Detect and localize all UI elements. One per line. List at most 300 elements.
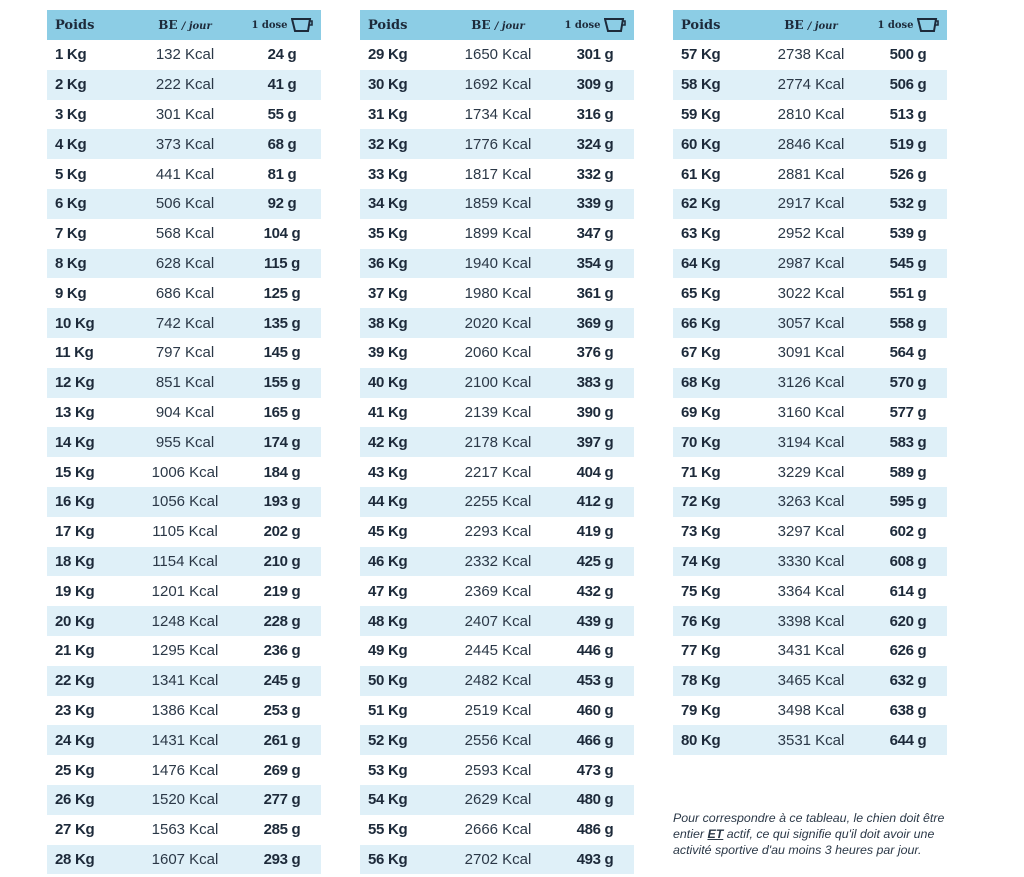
feeding-table-1	[47, 10, 321, 874]
dose-cell: 432 g	[576, 582, 614, 600]
kcal-cell: 1006 Kcal	[151, 463, 219, 481]
header-be-unit: / jour	[494, 21, 525, 32]
kcal-cell: 2629 Kcal	[464, 791, 532, 809]
weight-cell: 48 Kg	[368, 612, 408, 630]
table-header	[673, 10, 947, 40]
table-row	[673, 189, 947, 219]
kcal-cell: 1248 Kcal	[151, 612, 219, 630]
table-row	[360, 487, 634, 517]
dose-cell: 632 g	[889, 672, 927, 690]
dose-cell: 269 g	[263, 761, 301, 779]
weight-cell: 45 Kg	[368, 523, 408, 541]
kcal-cell: 1154 Kcal	[152, 552, 218, 570]
weight-cell: 9 Kg	[55, 284, 87, 302]
kcal-cell: 742 Kcal	[155, 314, 215, 332]
kcal-cell: 3022 Kcal	[777, 284, 845, 302]
header-be-unit: / jour	[807, 21, 838, 32]
weight-cell: 11 Kg	[55, 344, 94, 362]
dose-cell: 626 g	[889, 642, 927, 660]
dose-cell: 104 g	[263, 225, 301, 243]
table-row	[360, 100, 634, 130]
table-row	[47, 457, 321, 487]
header-dose-label: 1 dose	[877, 19, 914, 31]
weight-cell: 33 Kg	[368, 165, 408, 183]
kcal-cell: 2407 Kcal	[464, 612, 532, 630]
table-row	[673, 696, 947, 726]
dose-cell: 285 g	[263, 821, 301, 839]
table-row	[47, 398, 321, 428]
kcal-cell: 441 Kcal	[155, 165, 215, 183]
dose-cell: 155 g	[263, 374, 301, 392]
weight-cell: 38 Kg	[368, 314, 408, 332]
weight-cell: 77 Kg	[681, 642, 721, 660]
dose-cell: 55 g	[267, 105, 297, 123]
weight-cell: 40 Kg	[368, 374, 408, 392]
table-row	[673, 666, 947, 696]
dose-cell: 473 g	[576, 761, 614, 779]
weight-cell: 19 Kg	[55, 582, 95, 600]
dose-cell: 539 g	[889, 225, 927, 243]
dose-cell: 92 g	[267, 195, 297, 213]
dose-cell: 115 g	[263, 254, 301, 272]
dose-cell: 608 g	[889, 552, 927, 570]
dose-cell: 376 g	[576, 344, 614, 362]
kcal-cell: 1607 Kcal	[151, 850, 219, 868]
dose-cell: 404 g	[576, 463, 614, 481]
dose-cell: 202 g	[263, 523, 301, 541]
kcal-cell: 2774 Kcal	[777, 76, 845, 94]
weight-cell: 36 Kg	[368, 254, 408, 272]
header-dose	[869, 17, 947, 33]
dose-cell: 309 g	[576, 76, 614, 94]
table-row	[47, 219, 321, 249]
dose-cell: 519 g	[889, 135, 927, 153]
dose-cell: 390 g	[576, 403, 614, 421]
dose-cell: 570 g	[889, 374, 927, 392]
kcal-cell: 955 Kcal	[155, 433, 215, 451]
dose-cell: 460 g	[576, 701, 614, 719]
weight-cell: 8 Kg	[55, 254, 87, 272]
kcal-cell: 2255 Kcal	[464, 493, 532, 511]
table-row	[673, 249, 947, 279]
dose-cell: 589 g	[889, 463, 927, 481]
dose-cell: 165 g	[263, 403, 301, 421]
dose-cell: 545 g	[889, 254, 927, 272]
table-row	[360, 845, 634, 875]
kcal-cell: 3465 Kcal	[777, 672, 845, 690]
table-row	[360, 725, 634, 755]
table-row	[360, 666, 634, 696]
kcal-cell: 3160 Kcal	[777, 403, 845, 421]
dose-cell: 602 g	[889, 523, 927, 541]
kcal-cell: 2666 Kcal	[464, 821, 532, 839]
weight-cell: 27 Kg	[55, 821, 95, 839]
dose-cell: 480 g	[576, 791, 614, 809]
kcal-cell: 3364 Kcal	[777, 582, 845, 600]
measuring-cup-icon	[291, 17, 313, 33]
table-row	[673, 338, 947, 368]
kcal-cell: 851 Kcal	[155, 374, 215, 392]
dose-cell: 513 g	[889, 105, 927, 123]
weight-cell: 21 Kg	[55, 642, 95, 660]
dose-cell: 41 g	[267, 76, 297, 94]
weight-cell: 35 Kg	[368, 225, 408, 243]
table-row	[673, 636, 947, 666]
weight-cell: 25 Kg	[55, 761, 95, 779]
weight-cell: 43 Kg	[368, 463, 408, 481]
table-row	[47, 696, 321, 726]
kcal-cell: 1899 Kcal	[464, 225, 532, 243]
weight-cell: 54 Kg	[368, 791, 408, 809]
weight-cell: 18 Kg	[55, 552, 95, 570]
header-dose-label: 1 dose	[251, 19, 288, 31]
weight-cell: 61 Kg	[681, 165, 721, 183]
header-be-label: BE	[471, 18, 491, 32]
dose-cell: 419 g	[576, 523, 614, 541]
table-row	[47, 189, 321, 219]
kcal-cell: 2810 Kcal	[777, 105, 845, 123]
dose-cell: 277 g	[263, 791, 301, 809]
header-dose	[556, 17, 634, 33]
weight-cell: 47 Kg	[368, 582, 408, 600]
table-row	[360, 398, 634, 428]
header-be	[127, 18, 243, 32]
dose-cell: 577 g	[889, 403, 927, 421]
kcal-cell: 2593 Kcal	[464, 761, 532, 779]
table-row	[673, 547, 947, 577]
kcal-cell: 2519 Kcal	[464, 701, 532, 719]
dose-cell: 558 g	[889, 314, 927, 332]
kcal-cell: 1341 Kcal	[151, 672, 219, 690]
table-row	[360, 785, 634, 815]
header-poids: Poids	[55, 17, 95, 33]
table-row	[360, 338, 634, 368]
dose-cell: 253 g	[263, 701, 301, 719]
kcal-cell: 1386 Kcal	[151, 701, 219, 719]
table-row	[47, 40, 321, 70]
table-row	[47, 338, 321, 368]
weight-cell: 70 Kg	[681, 433, 721, 451]
dose-cell: 354 g	[576, 254, 614, 272]
dose-cell: 526 g	[889, 165, 927, 183]
kcal-cell: 2846 Kcal	[777, 135, 845, 153]
kcal-cell: 132 Kcal	[155, 46, 215, 64]
table-row	[673, 427, 947, 457]
requirements-note	[673, 810, 958, 858]
weight-cell: 52 Kg	[368, 731, 408, 749]
dose-cell: 614 g	[889, 582, 927, 600]
table-row	[47, 129, 321, 159]
table-row	[47, 249, 321, 279]
table-row	[360, 517, 634, 547]
weight-cell: 78 Kg	[681, 672, 721, 690]
weight-cell: 16 Kg	[55, 493, 95, 511]
header-be-label: BE	[784, 18, 804, 32]
kcal-cell: 2178 Kcal	[464, 433, 532, 451]
table-row	[47, 636, 321, 666]
measuring-cup-icon	[917, 17, 939, 33]
weight-cell: 71 Kg	[681, 463, 721, 481]
weight-cell: 6 Kg	[55, 195, 87, 213]
dose-cell: 564 g	[889, 344, 927, 362]
weight-cell: 59 Kg	[681, 105, 721, 123]
dose-cell: 24 g	[267, 46, 297, 64]
weight-cell: 55 Kg	[368, 821, 408, 839]
kcal-cell: 3229 Kcal	[777, 463, 845, 481]
weight-cell: 67 Kg	[681, 344, 721, 362]
dose-cell: 595 g	[889, 493, 927, 511]
table-row	[47, 427, 321, 457]
weight-cell: 73 Kg	[681, 523, 721, 541]
weight-cell: 56 Kg	[368, 850, 408, 868]
kcal-cell: 2100 Kcal	[464, 374, 532, 392]
dose-cell: 466 g	[576, 731, 614, 749]
table-row	[360, 427, 634, 457]
table-row	[47, 70, 321, 100]
weight-cell: 12 Kg	[55, 374, 95, 392]
kcal-cell: 904 Kcal	[155, 403, 215, 421]
kcal-cell: 1980 Kcal	[464, 284, 532, 302]
table-row	[47, 755, 321, 785]
weight-cell: 51 Kg	[368, 701, 408, 719]
kcal-cell: 2702 Kcal	[464, 850, 532, 868]
table-row	[360, 547, 634, 577]
kcal-cell: 2738 Kcal	[777, 46, 845, 64]
dose-cell: 369 g	[576, 314, 614, 332]
weight-cell: 5 Kg	[55, 165, 87, 183]
table-row	[673, 457, 947, 487]
table-row	[360, 636, 634, 666]
weight-cell: 31 Kg	[368, 105, 408, 123]
dose-cell: 219 g	[263, 582, 301, 600]
table-row	[673, 219, 947, 249]
weight-cell: 20 Kg	[55, 612, 95, 630]
weight-cell: 10 Kg	[55, 314, 95, 332]
dose-cell: 324 g	[576, 135, 614, 153]
weight-cell: 23 Kg	[55, 701, 95, 719]
weight-cell: 30 Kg	[368, 76, 408, 94]
dose-cell: 493 g	[576, 850, 614, 868]
kcal-cell: 3297 Kcal	[777, 523, 845, 541]
dose-cell: 293 g	[263, 850, 301, 868]
note-text-after: actif, ce qui signifie qu'il doit avoir une activité sportive d'au moins 3 heures par jour.	[673, 827, 935, 857]
table-row	[47, 100, 321, 130]
weight-cell: 66 Kg	[681, 314, 721, 332]
kcal-cell: 3498 Kcal	[777, 701, 845, 719]
header-be-label: BE	[158, 18, 178, 32]
kcal-cell: 1776 Kcal	[464, 135, 532, 153]
dose-cell: 339 g	[576, 195, 614, 213]
table-row	[673, 159, 947, 189]
weight-cell: 29 Kg	[368, 46, 408, 64]
weight-cell: 2 Kg	[55, 76, 87, 94]
weight-cell: 62 Kg	[681, 195, 721, 213]
kcal-cell: 1476 Kcal	[151, 761, 219, 779]
table-row	[360, 696, 634, 726]
weight-cell: 1 Kg	[55, 46, 87, 64]
dose-cell: 397 g	[576, 433, 614, 451]
measuring-cup-icon	[604, 17, 626, 33]
dose-cell: 210 g	[263, 552, 301, 570]
weight-cell: 44 Kg	[368, 493, 408, 511]
table-row	[47, 815, 321, 845]
dose-cell: 439 g	[576, 612, 614, 630]
kcal-cell: 1817 Kcal	[464, 165, 532, 183]
table-row	[673, 398, 947, 428]
kcal-cell: 2332 Kcal	[464, 552, 532, 570]
kcal-cell: 1520 Kcal	[151, 791, 219, 809]
dose-cell: 383 g	[576, 374, 614, 392]
feeding-table-2	[360, 10, 634, 874]
weight-cell: 46 Kg	[368, 552, 408, 570]
weight-cell: 34 Kg	[368, 195, 408, 213]
kcal-cell: 1859 Kcal	[464, 195, 532, 213]
kcal-cell: 2482 Kcal	[464, 672, 532, 690]
kcal-cell: 2445 Kcal	[464, 642, 532, 660]
kcal-cell: 506 Kcal	[155, 195, 215, 213]
kcal-cell: 1563 Kcal	[151, 821, 219, 839]
table-row	[360, 129, 634, 159]
kcal-cell: 1650 Kcal	[464, 46, 532, 64]
table-row	[47, 845, 321, 875]
kcal-cell: 1295 Kcal	[151, 642, 219, 660]
table-row	[47, 517, 321, 547]
kcal-cell: 3194 Kcal	[777, 433, 845, 451]
weight-cell: 26 Kg	[55, 791, 95, 809]
dose-cell: 184 g	[263, 463, 301, 481]
dose-cell: 193 g	[263, 493, 301, 511]
kcal-cell: 2060 Kcal	[464, 344, 532, 362]
table-row	[47, 606, 321, 636]
weight-cell: 13 Kg	[55, 403, 95, 421]
weight-cell: 3 Kg	[55, 105, 87, 123]
kcal-cell: 373 Kcal	[155, 135, 215, 153]
dose-cell: 644 g	[889, 731, 927, 749]
table-row	[360, 249, 634, 279]
header-be-unit: / jour	[181, 21, 212, 32]
kcal-cell: 2293 Kcal	[464, 523, 532, 541]
header-poids: Poids	[368, 17, 408, 33]
table-row	[47, 785, 321, 815]
dose-cell: 583 g	[889, 433, 927, 451]
dose-cell: 412 g	[576, 493, 614, 511]
dose-cell: 446 g	[576, 642, 614, 660]
dose-cell: 68 g	[267, 135, 297, 153]
table-row	[360, 457, 634, 487]
dose-cell: 81 g	[267, 165, 297, 183]
dose-cell: 347 g	[576, 225, 614, 243]
table-row	[673, 368, 947, 398]
table-row	[673, 278, 947, 308]
table-row	[673, 308, 947, 338]
weight-cell: 32 Kg	[368, 135, 408, 153]
weight-cell: 69 Kg	[681, 403, 721, 421]
table-row	[47, 159, 321, 189]
kcal-cell: 222 Kcal	[155, 76, 215, 94]
kcal-cell: 1201 Kcal	[151, 582, 219, 600]
weight-cell: 37 Kg	[368, 284, 408, 302]
dose-cell: 551 g	[889, 284, 927, 302]
table-row	[360, 189, 634, 219]
dose-cell: 620 g	[889, 612, 927, 630]
kcal-cell: 1940 Kcal	[464, 254, 532, 272]
kcal-cell: 1056 Kcal	[151, 493, 219, 511]
kcal-cell: 2369 Kcal	[464, 582, 532, 600]
dose-cell: 506 g	[889, 76, 927, 94]
kcal-cell: 628 Kcal	[155, 254, 215, 272]
weight-cell: 76 Kg	[681, 612, 721, 630]
kcal-cell: 3431 Kcal	[777, 642, 845, 660]
table-header	[360, 10, 634, 40]
table-row	[360, 755, 634, 785]
weight-cell: 57 Kg	[681, 46, 721, 64]
table-row	[360, 40, 634, 70]
table-row	[47, 725, 321, 755]
header-poids: Poids	[681, 17, 721, 33]
table-row	[47, 576, 321, 606]
dose-cell: 361 g	[576, 284, 614, 302]
table-row	[360, 219, 634, 249]
weight-cell: 60 Kg	[681, 135, 721, 153]
dose-cell: 500 g	[889, 46, 927, 64]
weight-cell: 15 Kg	[55, 463, 95, 481]
weight-cell: 22 Kg	[55, 672, 95, 690]
table-row	[360, 278, 634, 308]
weight-cell: 75 Kg	[681, 582, 721, 600]
kcal-cell: 3398 Kcal	[777, 612, 845, 630]
dose-cell: 332 g	[576, 165, 614, 183]
weight-cell: 39 Kg	[368, 344, 408, 362]
kcal-cell: 3091 Kcal	[777, 344, 845, 362]
kcal-cell: 2556 Kcal	[464, 731, 532, 749]
kcal-cell: 2217 Kcal	[464, 463, 532, 481]
dose-cell: 228 g	[263, 612, 301, 630]
weight-cell: 42 Kg	[368, 433, 408, 451]
kcal-cell: 797 Kcal	[155, 344, 215, 362]
table-row	[47, 308, 321, 338]
weight-cell: 68 Kg	[681, 374, 721, 392]
table-row	[360, 308, 634, 338]
dose-cell: 532 g	[889, 195, 927, 213]
weight-cell: 80 Kg	[681, 731, 721, 749]
weight-cell: 4 Kg	[55, 135, 87, 153]
weight-cell: 65 Kg	[681, 284, 721, 302]
weight-cell: 58 Kg	[681, 76, 721, 94]
kcal-cell: 3531 Kcal	[777, 731, 845, 749]
kcal-cell: 1692 Kcal	[464, 76, 532, 94]
dose-cell: 425 g	[576, 552, 614, 570]
table-row	[360, 159, 634, 189]
kcal-cell: 3263 Kcal	[777, 493, 845, 511]
kcal-cell: 3057 Kcal	[777, 314, 845, 332]
weight-cell: 74 Kg	[681, 552, 721, 570]
table-row	[673, 70, 947, 100]
table-row	[673, 576, 947, 606]
weight-cell: 28 Kg	[55, 850, 95, 868]
table-row	[673, 725, 947, 755]
header-be	[440, 18, 556, 32]
table-row	[47, 666, 321, 696]
dose-cell: 135 g	[263, 314, 301, 332]
header-dose-label: 1 dose	[564, 19, 601, 31]
weight-cell: 17 Kg	[55, 523, 95, 541]
kcal-cell: 2987 Kcal	[777, 254, 845, 272]
weight-cell: 72 Kg	[681, 493, 721, 511]
kcal-cell: 2020 Kcal	[464, 314, 532, 332]
table-row	[360, 576, 634, 606]
dose-cell: 145 g	[263, 344, 301, 362]
kcal-cell: 2952 Kcal	[777, 225, 845, 243]
